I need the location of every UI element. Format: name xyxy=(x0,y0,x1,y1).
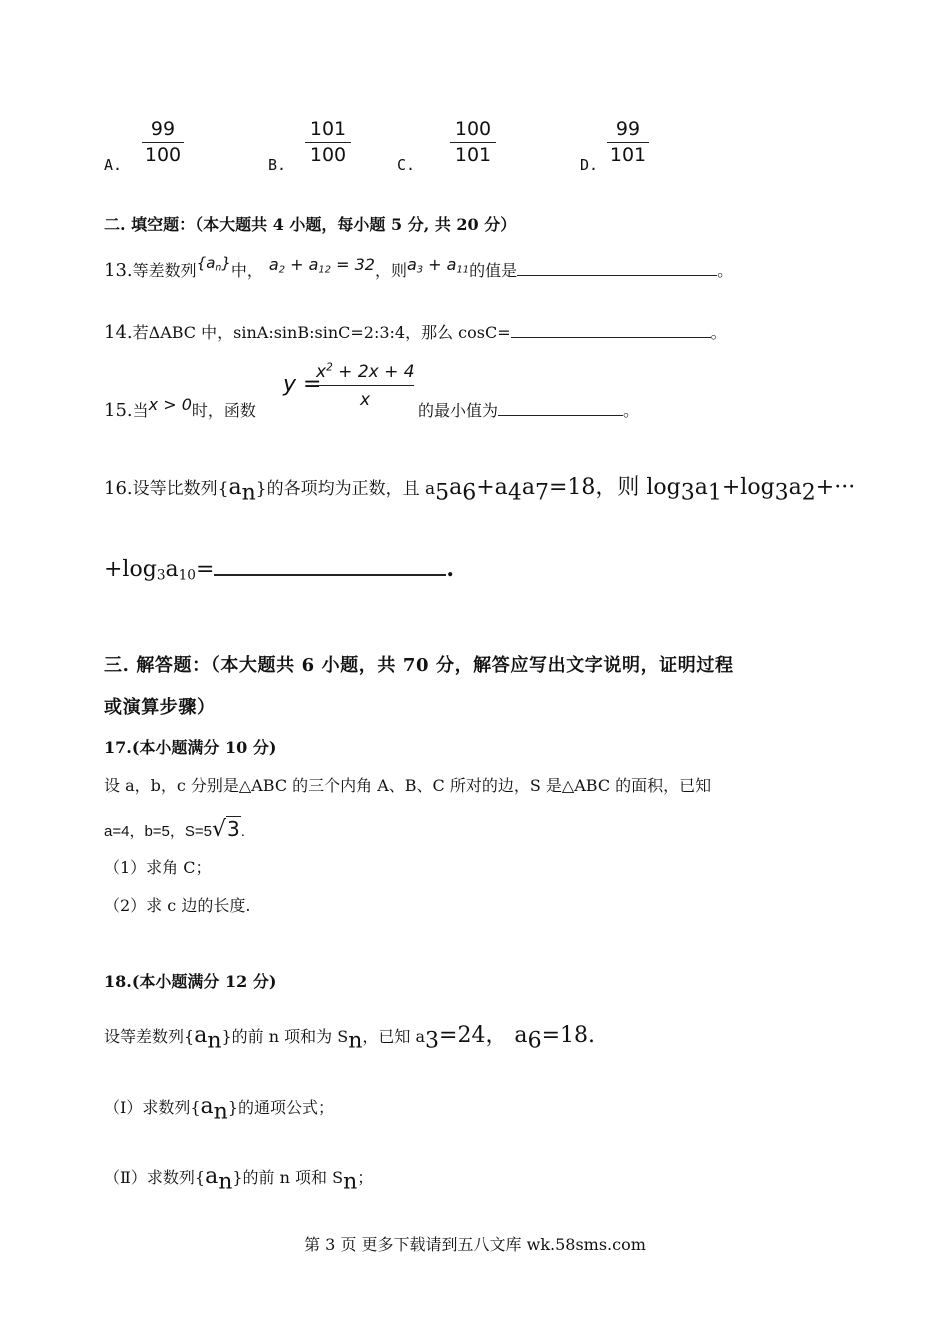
q13-eq-mid: + a xyxy=(285,255,319,274)
q18-p2a: （Ⅱ）求数列{ xyxy=(104,1168,206,1187)
q18-s6: 6 xyxy=(527,1028,542,1054)
q16-eq: =18，则 log xyxy=(548,475,681,500)
q15-denominator: x xyxy=(359,390,371,410)
q17-line2-end: . xyxy=(240,823,245,840)
q17-part1: （1）求角 C； xyxy=(104,858,212,877)
q13-t-a: a xyxy=(406,255,417,274)
q15-text2: 时，函数 xyxy=(191,401,256,420)
q18-p2-a: a xyxy=(205,1164,219,1189)
q15-number: 15. xyxy=(104,400,133,421)
q15-condition: x > 0 xyxy=(148,395,192,414)
q16-a1: a xyxy=(694,475,708,500)
q18-l1d: =24， a xyxy=(439,1023,528,1048)
q15-tail xyxy=(418,398,639,421)
q13-answer-blank[interactable] xyxy=(517,275,717,276)
option-a-numerator: 99 xyxy=(142,120,184,143)
q18-l1e: =18. xyxy=(541,1023,595,1048)
q13-eq: a xyxy=(268,255,279,274)
q15-y: y = xyxy=(283,372,322,397)
q16-line2: +log xyxy=(104,557,157,582)
q16-answer-blank[interactable] xyxy=(214,574,446,576)
q18-s3: 3 xyxy=(425,1028,440,1054)
q16-s3c: 3 xyxy=(156,567,166,584)
q16-s7: 7 xyxy=(534,480,549,506)
q13-seq: {a xyxy=(196,254,216,272)
option-b-fraction xyxy=(305,120,351,165)
q18-sn-sub: n xyxy=(348,1028,363,1054)
question-16-line2 xyxy=(104,556,454,582)
q14-text: 若ΔABC 中，sinA:sinB:sinC=2:3:4，那么 cosC= xyxy=(132,323,511,342)
q15-num-rest: + 2x + 4 xyxy=(332,362,415,382)
option-a-fraction xyxy=(142,120,184,165)
q18-part1 xyxy=(104,1094,334,1125)
q15-numerator xyxy=(316,362,414,386)
q13-seq-sub: n xyxy=(215,262,222,274)
question-13 xyxy=(104,254,734,281)
q18-p1b: }的通项公式； xyxy=(227,1098,334,1117)
q16-plus2: +log xyxy=(721,475,775,500)
q13-end: 。 xyxy=(717,261,734,280)
q16-eq2: = xyxy=(195,557,215,582)
option-c-numerator: 100 xyxy=(450,120,496,143)
option-d-label: D. xyxy=(580,156,599,174)
q16-a: a xyxy=(228,475,242,500)
page-footer: 第 3 页 更多下载请到五八文库 wk.58sms.com xyxy=(304,1235,646,1254)
q16-s4: 4 xyxy=(507,480,522,506)
q18-l1a: 设等差数列{ xyxy=(104,1027,195,1046)
q15-num-x: x xyxy=(316,362,327,382)
q16-a7: a xyxy=(521,475,535,500)
q17-root: 3 xyxy=(227,817,240,841)
q16-s5: 5 xyxy=(435,480,450,506)
option-b-label: B. xyxy=(268,156,287,174)
q18-line1 xyxy=(104,1018,595,1054)
option-d-denominator: 101 xyxy=(609,144,647,166)
question-16 xyxy=(104,470,856,506)
q18-n: n xyxy=(207,1028,222,1054)
q18-l1b: }的前 n 项和为 S xyxy=(221,1027,349,1046)
option-a-label: A. xyxy=(104,156,123,174)
q14-number: 14. xyxy=(104,322,133,343)
q18-p2b: }的前 n 项和 S xyxy=(232,1168,344,1187)
q17-part2: （2）求 c 边的长度. xyxy=(104,896,251,915)
q13-t-sub1: 3 xyxy=(416,264,424,276)
q13-text4: 的值是 xyxy=(469,261,518,280)
question-14 xyxy=(104,320,727,343)
option-b-numerator: 101 xyxy=(305,120,351,143)
q16-a10: a xyxy=(165,557,179,582)
q16-s3b: 3 xyxy=(774,480,789,506)
q16-text2-wrap xyxy=(256,479,435,499)
q14-answer-blank[interactable] xyxy=(511,337,711,338)
option-c-denominator: 101 xyxy=(454,144,492,166)
q16-a2: a xyxy=(788,475,802,500)
q18-p1a: （Ⅰ）求数列{ xyxy=(104,1098,201,1117)
q15-answer-blank[interactable] xyxy=(498,415,623,416)
q17-given: a=4，b=5，S=5 xyxy=(104,823,212,840)
q18-p1-a: a xyxy=(200,1094,214,1119)
q16-s2: 2 xyxy=(801,480,816,506)
section-2-title: 二. 填空题：（本大题共 4 小题，每小题 5 分, 共 20 分） xyxy=(104,215,517,234)
q14-end: 。 xyxy=(710,323,727,342)
q15-text3: 的最小值为 xyxy=(418,401,499,420)
q16-plus: +a xyxy=(476,475,508,500)
q18-part2 xyxy=(104,1164,374,1195)
q18-title: 18.(本小题满分 12 分) xyxy=(104,972,277,991)
q16-dots: +··· xyxy=(815,475,856,500)
q13-eq-sub1: 2 xyxy=(278,264,285,276)
q18-l1c: ，已知 a xyxy=(362,1027,426,1046)
sqrt-symbol: √ xyxy=(212,817,227,842)
option-a-denominator: 100 xyxy=(144,144,182,166)
option-c-fraction xyxy=(450,120,496,165)
q18-a: a xyxy=(194,1023,208,1048)
q13-t-mid: + a xyxy=(423,255,457,274)
q16-a6: a xyxy=(449,475,463,500)
section-3-title-line2: 或演算步骤） xyxy=(104,697,216,718)
q13-text2: 中， xyxy=(230,261,263,280)
q16-end: . xyxy=(446,556,455,582)
q17-line2 xyxy=(104,817,245,842)
q18-p2c: ； xyxy=(357,1168,374,1187)
q17-title: 17.(本小题满分 10 分) xyxy=(104,738,277,757)
q13-text3: ，则 xyxy=(374,261,407,280)
q18-p1-n: n xyxy=(213,1099,228,1125)
q13-t-sub2: 11 xyxy=(456,264,470,276)
q15-fraction xyxy=(316,362,414,410)
option-b-denominator: 100 xyxy=(309,144,347,166)
q13-seq-close: } xyxy=(221,254,231,272)
q15-text1: 当 xyxy=(132,401,149,420)
option-d-fraction xyxy=(607,120,649,165)
q16-s10: 10 xyxy=(178,567,196,584)
section-3-title-line1: 三. 解答题：（本大题共 6 小题，共 70 分，解答应写出文字说明，证明过程 xyxy=(104,655,734,676)
q16-s3a: 3 xyxy=(680,480,695,506)
q16-text2: }的各项均为正数，且 a xyxy=(255,479,436,499)
q16-s6: 6 xyxy=(462,480,477,506)
option-c-label: C. xyxy=(397,156,416,174)
q13-text: 等差数列 xyxy=(132,261,197,280)
q16-s1: 1 xyxy=(707,480,722,506)
q16-n: n xyxy=(241,480,256,506)
question-15 xyxy=(104,395,256,421)
q16-text1: 设等比数列{ xyxy=(132,479,229,499)
q18-p2-n: n xyxy=(218,1169,233,1195)
q13-number: 13. xyxy=(104,260,133,281)
q13-eq-val: = 32 xyxy=(331,255,375,274)
q15-num-sup: 2 xyxy=(326,361,333,374)
q17-line1: 设 a，b，c 分别是△ABC 的三个内角 A、B、C 所对的边，S 是△ABC 的面积，已知 xyxy=(104,776,712,795)
option-d-numerator: 99 xyxy=(607,120,649,143)
q13-eq-sub2: 12 xyxy=(318,264,331,276)
q15-end: 。 xyxy=(623,401,640,420)
q18-p2-sn: n xyxy=(343,1169,358,1195)
q16-number: 16. xyxy=(104,478,133,499)
